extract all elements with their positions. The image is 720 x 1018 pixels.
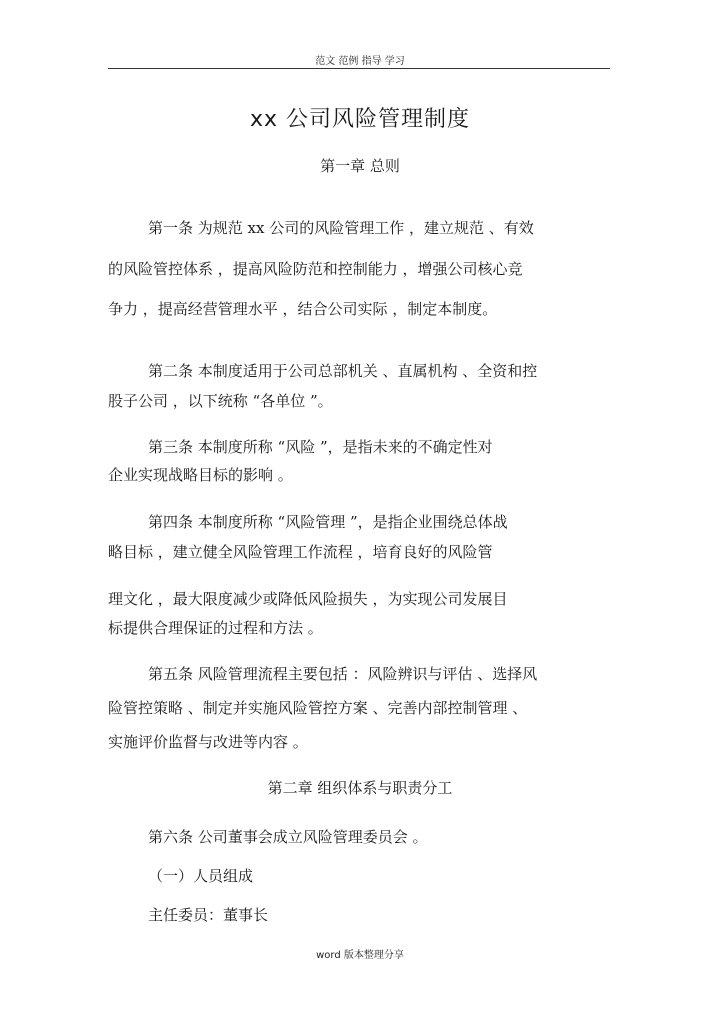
document-title: xx 公司风险管理制度 bbox=[249, 107, 471, 132]
paragraph-line: 第六条 公司董事会成立风险管理委员会 。 bbox=[148, 828, 428, 846]
paragraph-line: 第一条 为规范 xx 公司的风险管理工作 ，建立规范 、有效 bbox=[148, 219, 534, 237]
paragraph-line: 标提供合理保证的过程和方法 。 bbox=[108, 619, 323, 637]
chapter-heading-1: 第一章 总则 bbox=[320, 157, 400, 175]
paragraph-line: 的风险管控体系 ，提高风险防范和控制能力 ，增强公司核心竞 bbox=[108, 260, 523, 278]
paragraph-line: 主任委员：董事长 bbox=[148, 906, 269, 924]
paragraph-line: 略目标 ，建立健全风险管理工作流程 ，培育良好的风险管 bbox=[108, 543, 493, 561]
paragraph-line: 险管控策略 、制定并实施风险管控方案 、完善内部控制管理 、 bbox=[108, 699, 528, 717]
chapter-heading-2: 第二章 组织体系与职责分工 bbox=[267, 779, 453, 797]
header-divider bbox=[108, 68, 610, 69]
paragraph-line: 第五条 风险管理流程主要包括 ：风险辨识与评估 、选择风 bbox=[148, 665, 538, 683]
page-footer: word 版本整理分享 bbox=[316, 950, 404, 961]
paragraph-line: 股子公司 ，以下统称 “各单位 ”。 bbox=[108, 392, 333, 410]
paragraph-line: 第二条 本制度适用于公司总部机关 、直属机构 、全资和控 bbox=[148, 362, 538, 380]
paragraph-line: （一）人员组成 bbox=[148, 867, 254, 885]
paragraph-line: 理文化 ，最大限度减少或降低风险损失 ，为实现公司发展目 bbox=[108, 590, 508, 608]
page-header: 范文 范例 指导 学习 bbox=[315, 56, 405, 67]
paragraph-line: 争力 ，提高经营管理水平 ，结合公司实际 ，制定本制度。 bbox=[108, 300, 498, 318]
paragraph-line: 第四条 本制度所称 “风险管理 ”，是指企业围绕总体战 bbox=[148, 513, 508, 531]
paragraph-line: 第三条 本制度所称 “风险 ”，是指未来的不确定性对 bbox=[148, 438, 493, 456]
paragraph-line: 企业实现战略目标的影响 。 bbox=[108, 466, 293, 484]
paragraph-line: 实施评价监督与改进等内容 。 bbox=[108, 733, 308, 751]
